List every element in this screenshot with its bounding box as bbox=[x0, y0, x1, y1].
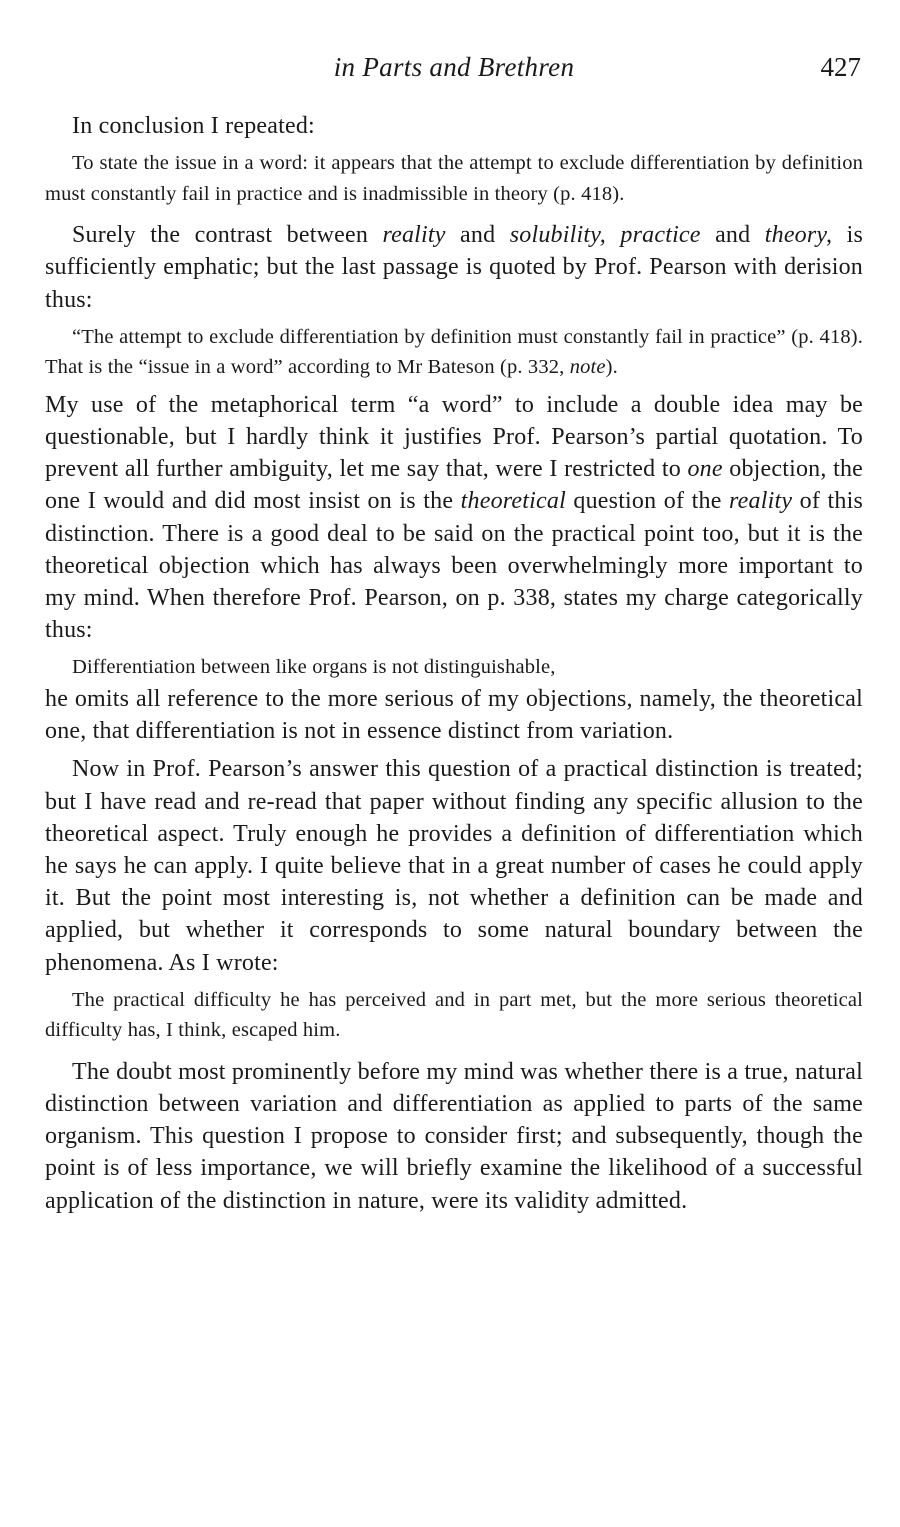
text-run: “The attempt to exclude differentiation by definition must constantly fail in practice” (p. 418). That is the “issue in a word” according to Mr Bateson (p. 332, bbox=[45, 325, 863, 379]
paragraph-contrast bbox=[45, 219, 863, 316]
text-run: Surely the contrast between bbox=[72, 222, 383, 249]
page-header bbox=[45, 52, 863, 96]
text-run: and bbox=[700, 222, 765, 249]
block-quote-difficulty: The practical difficulty he has perceived and in part met, but the more serious theoretical difficulty has, I think, escaped him. bbox=[45, 988, 863, 1042]
text-run: question of the bbox=[565, 488, 730, 515]
text-run: and bbox=[445, 222, 510, 249]
text-run: objection, the one I would and did most insist on is the bbox=[45, 456, 863, 515]
text-run: My use of the metaphorical term “a word” to include a double idea may be questionable, but I hardly think it justifies Prof. Pearson’s partial quotation. To prevent all further ambiguity, let me say that, were I restricted to bbox=[45, 391, 863, 483]
italic-solubility: solubility, bbox=[509, 222, 606, 249]
block-quote-pearson bbox=[45, 322, 863, 383]
running-head: in Parts and Brethren bbox=[333, 52, 575, 82]
text-run: of this distinction. There is a good deal to be said on the practical point too, but it is the theoretical objection which has always been overwhelmingly more important to my mind. When therefore Prof. Pearson, on p. 338, states my charge categorically thus: bbox=[45, 488, 863, 644]
block-quote-differentiation: Differentiation between like organs is not distinguishable, bbox=[72, 656, 556, 679]
italic-note: note bbox=[569, 356, 606, 379]
text-run bbox=[606, 222, 620, 248]
paragraph-conclusion: In conclusion I repeated: bbox=[72, 113, 315, 139]
italic-reality: reality bbox=[729, 488, 793, 515]
italic-one: one bbox=[687, 456, 723, 483]
text-run: ). bbox=[605, 356, 618, 379]
paragraph-omits: he omits all reference to the more serious of my objections, namely, the theoretical one, that differentiation is not in essence distinct from variation. bbox=[45, 685, 863, 745]
italic-practice: practice bbox=[620, 222, 701, 249]
paragraph-answer: Now in Prof. Pearson’s answer this question of a practical distinction is treated; but I have read and re-read that paper without finding any specific allusion to the theoretical aspect. Truly enough he provides a definition of differentiation which he says he can apply. I quite believe that in a great number of cases he could apply it. But the point most interesting is, not whether a definition can be made and applied, but whether it corresponds to some natural boundary between the phenomena. As I wrote: bbox=[45, 756, 863, 976]
italic-reality: reality bbox=[382, 222, 446, 249]
italic-theoretical: theoretical bbox=[460, 488, 566, 515]
page-number: 427 bbox=[820, 52, 861, 82]
page bbox=[45, 52, 863, 1217]
paragraph-metaphor bbox=[45, 389, 863, 647]
text-run: is sufficiently emphatic; but the last passage is quoted by Prof. Pearson with derision thus: bbox=[45, 222, 863, 313]
italic-theory: theory, bbox=[764, 222, 833, 249]
paragraph-doubt: The doubt most prominently before my mind was whether there is a true, natural distinction between variation and differentiation as applied to parts of the same organism. This question I propose to consider first; and subsequently, though the point is of less importance, we will briefly examine the likelihood of a successful application of the distinction in nature, were its validity admitted. bbox=[45, 1058, 863, 1214]
block-quote-issue: To state the issue in a word: it appears that the attempt to exclude differentiation by definition must constantly fail in practice and is inadmissible in theory (p. 418). bbox=[45, 152, 863, 205]
